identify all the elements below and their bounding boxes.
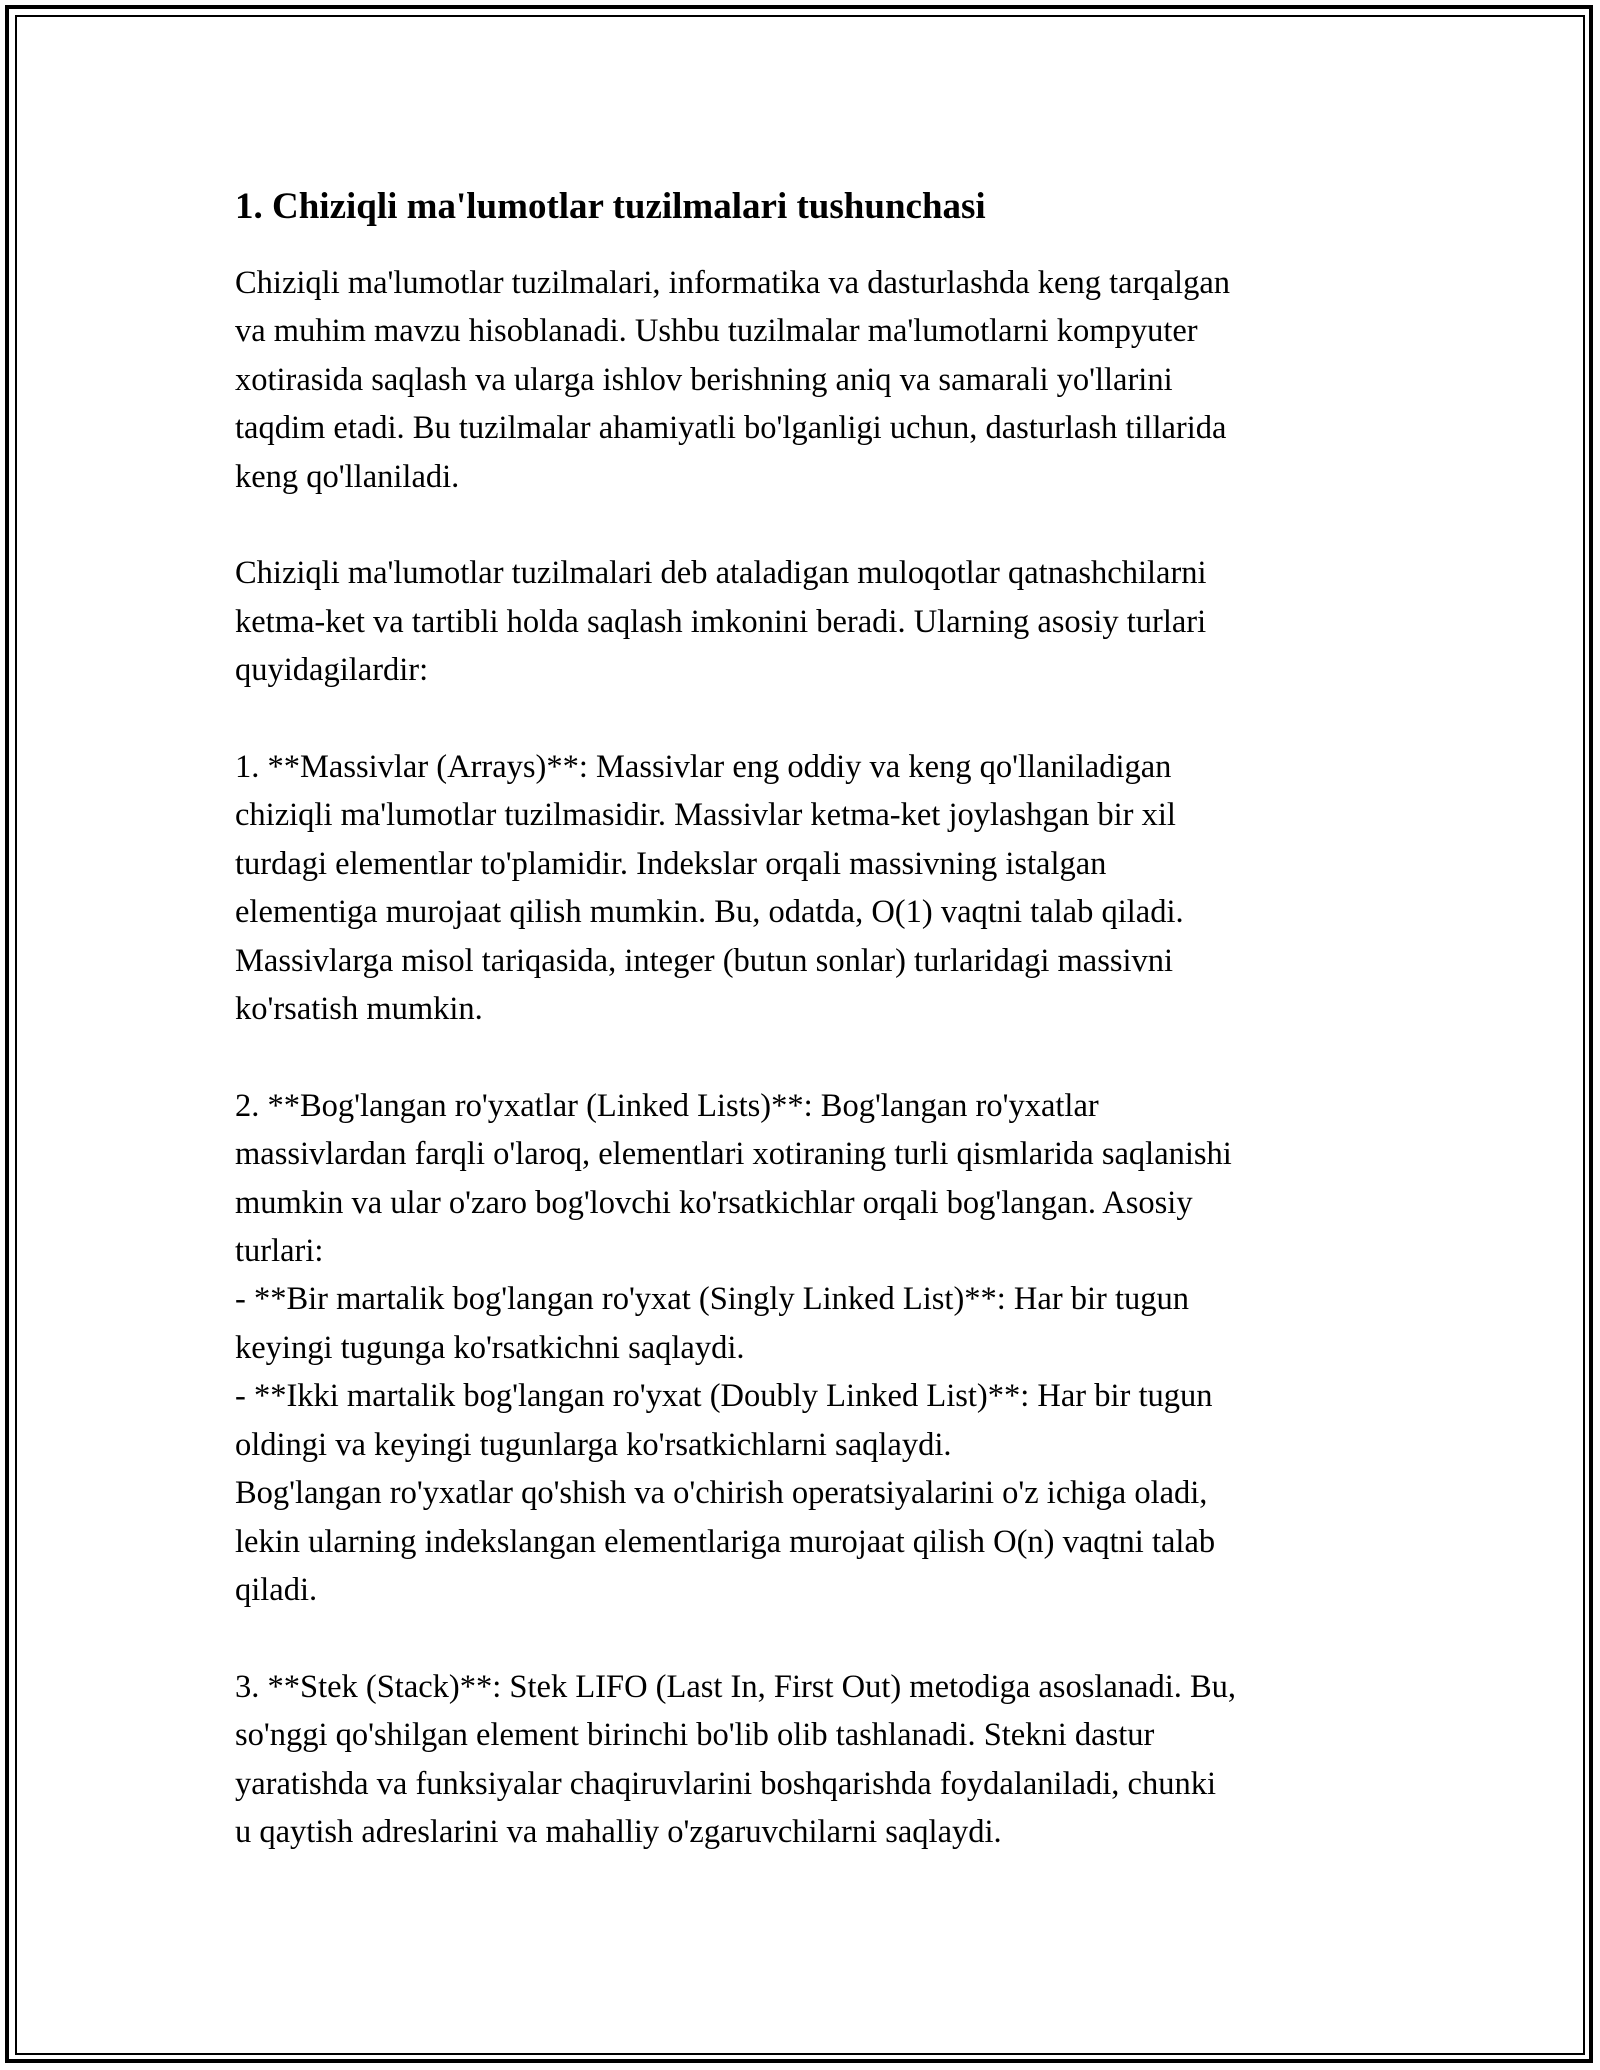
paragraph-gap bbox=[235, 501, 1375, 549]
document-body bbox=[235, 185, 1375, 1856]
paragraph-arrays: 1. **Massivlar (Arrays)**: Massivlar eng oddiy va keng qo'llaniladigan chiziqli ma'lumotlar tuzilmasidir. Massivlar ketma-ket joylashgan bir xil turdagi elementlar to'plamidir. Indekslar orqali massivning istalgan elementiga murojaat qilish mumkin. Bu, odatda, O(1) vaqtni talab qiladi. Massivlarga misol tariqasida, integer (butun sonlar) turlaridagi massivni ko'rsatish mumkin. bbox=[235, 749, 1184, 1028]
section-heading: 1. Chiziqli ma'lumotlar tuzilmalari tushunchasi bbox=[235, 186, 986, 227]
paragraph-gap bbox=[235, 695, 1375, 743]
paragraph-types-intro: Chiziqli ma'lumotlar tuzilmalari deb ataladigan muloqotlar qatnashchilarni ketma-ket va tartibli holda saqlash imkonini beradi. Ularning asosiy turlari quyidagilardir: bbox=[235, 555, 1207, 689]
paragraph-gap bbox=[235, 1614, 1375, 1662]
paragraph-gap bbox=[235, 1033, 1375, 1081]
paragraph-intro: Chiziqli ma'lumotlar tuzilmalari, informatika va dasturlashda keng tarqalgan va muhim mavzu hisoblanadi. Ushbu tuzilmalar ma'lumotlarni kompyuter xotirasida saqlash va ularga ishlov berishning aniq va samarali yo'llarini taqdim etadi. Bu tuzilmalar ahamiyatli bo'lganligi uchun, dasturlash tillarida keng qo'llaniladi. bbox=[235, 265, 1230, 495]
paragraph-linked-lists: 2. **Bog'langan ro'yxatlar (Linked Lists)**: Bog'langan ro'yxatlar massivlardan farqli o'laroq, elementlari xotiraning turli qismlarida saqlanishi mumkin va ular o'zaro bog'lovchi ko'rsatkichlar orqali bog'langan. Asosiy turlari: - **Bir martalik bog'langan ro'yxat (Singly Linked List)**: Har bir tugun keyingi tugunga ko'rsatkichni saqlaydi. - **Ikki martalik bog'langan ro'yxat (Doubly Linked List)**: Har bir tugun oldingi va keyingi tugunlarga ko'rsatkichlarni saqlaydi. Bog'langan ro'yxatlar qo'shish va o'chirish operatsiyalarini o'z ichiga oladi, lekin ularning indekslangan elementlariga murojaat qilish O(n) vaqtni talab qiladi. bbox=[235, 1087, 1232, 1608]
paragraph-stack: 3. **Stek (Stack)**: Stek LIFO (Last In, First Out) metodiga asoslanadi. Bu, so'nggi qo'shilgan element birinchi bo'lib olib tashlanadi. Stekni dastur yaratishda va funksiyalar chaqiruvlarini boshqarishda foydalaniladi, chunki u qaytish adreslarini va mahalliy o'zgaruvchilarni saqlaydi. bbox=[235, 1668, 1237, 1850]
